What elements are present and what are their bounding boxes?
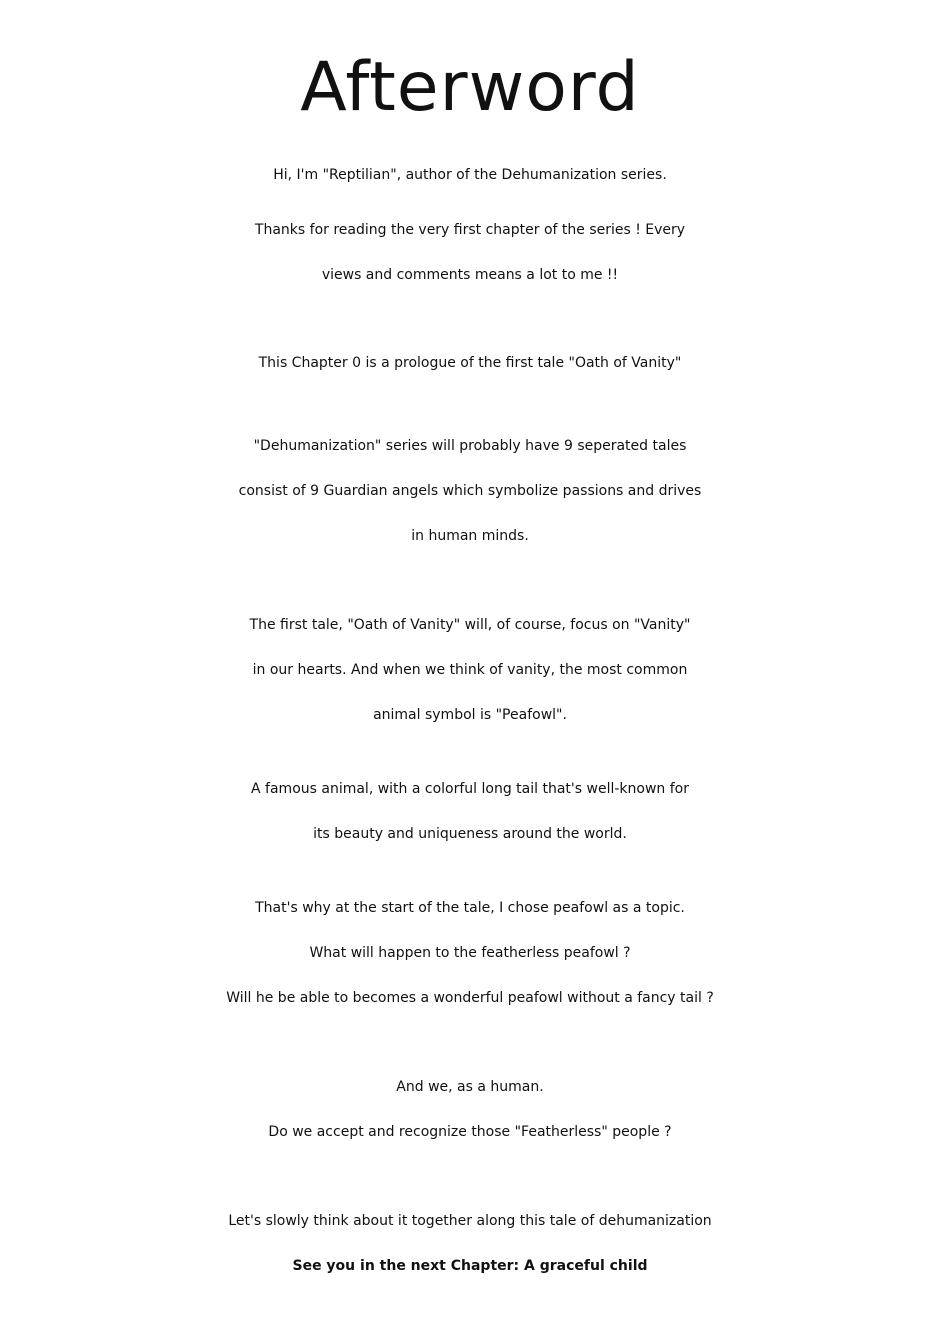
topic-line-1: That's why at the start of the tale, I chose peafowl as a topic. [255, 900, 685, 916]
topic-line-3: Will he be able to becomes a wonderful peafowl without a fancy tail ? [226, 990, 714, 1006]
next-chapter-line: See you in the next Chapter: A graceful child [292, 1258, 648, 1274]
topic-line-2: What will happen to the featherless peafowl ? [309, 945, 631, 961]
series-line-3: in human minds. [411, 528, 529, 544]
human-line-2: Do we accept and recognize those "Featherless" people ? [268, 1124, 672, 1140]
animal-line-2: its beauty and uniqueness around the world. [313, 826, 627, 842]
thanks-line-1: Thanks for reading the very first chapter of the series ! Every [254, 222, 686, 238]
page-title: Afterword [300, 48, 640, 127]
tale-line-1: The first tale, "Oath of Vanity" will, of course, focus on "Vanity" [249, 617, 691, 633]
closing-line-1: Let's slowly think about it together along this tale of dehumanization [228, 1213, 712, 1229]
series-line-2: consist of 9 Guardian angels which symbolize passions and drives [238, 483, 702, 499]
series-line-1: "Dehumanization" series will probably have 9 seperated tales [253, 438, 687, 454]
human-line-1: And we, as a human. [396, 1079, 544, 1095]
prologue-line: This Chapter 0 is a prologue of the first tale "Oath of Vanity" [258, 355, 682, 371]
intro-line: Hi, I'm "Reptilian", author of the Dehumanization series. [273, 167, 667, 183]
tale-line-3: animal symbol is "Peafowl". [373, 707, 567, 723]
animal-line-1: A famous animal, with a colorful long tail that's well-known for [251, 781, 689, 797]
thanks-line-2: views and comments means a lot to me !! [321, 267, 619, 283]
tale-line-2: in our hearts. And when we think of vanity, the most common [252, 662, 688, 678]
